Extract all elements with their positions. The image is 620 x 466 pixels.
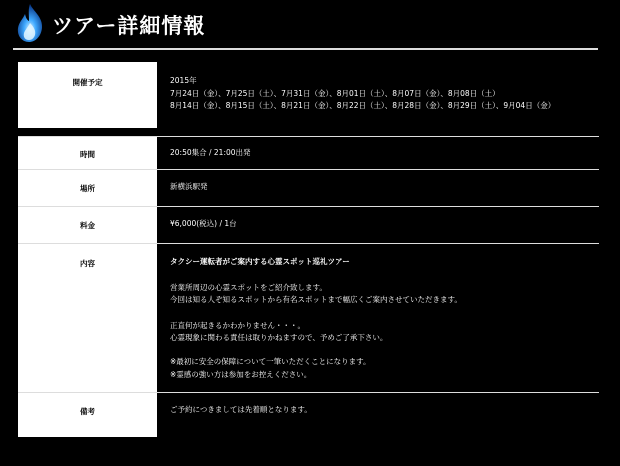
- row-time: [18, 137, 599, 169]
- row-schedule: [18, 62, 599, 128]
- schedule-year: 2015年: [170, 76, 197, 85]
- label-content: 内容: [80, 259, 95, 268]
- label-place: 場所: [80, 184, 95, 193]
- label-price: 料金: [80, 221, 95, 230]
- page-title: ツアー詳細情報: [52, 14, 206, 38]
- content-lead: タクシー運転者がご案内する心霊スポット巡礼ツアー: [170, 257, 350, 266]
- label-remarks: 備考: [80, 407, 95, 416]
- content-paragraph1-line2: 今回は知る人ぞ知るスポットから有名スポットまで幅広くご案内させていただきます。: [170, 295, 462, 305]
- place-value: 新横浜駅発: [170, 182, 208, 191]
- tour-info-table: [18, 62, 599, 437]
- label-schedule: 開催予定: [72, 78, 103, 87]
- price-value: ¥6,000(税込) / 1台: [170, 219, 237, 228]
- row-price: [18, 207, 599, 243]
- schedule-dates-line2: 8月14日（金）、8月15日（土）、8月21日（金）、8月22日（土）、8月28日（金）、8月29日（土）、9月04日（金）: [170, 101, 556, 111]
- row-place: [18, 170, 599, 206]
- schedule-dates-line1: 7月24日（金）、7月25日（土）、7月31日（金）、8月01日（土）、8月07日（金）、8月08日（土）: [170, 88, 500, 98]
- blue-flame-icon: [13, 3, 47, 43]
- content-paragraph2-line2: 心霊現象に関わる責任は取りかねますので、予めご了承下さい。: [170, 333, 388, 343]
- time-value: 20:50集合 / 21:00出発: [170, 148, 251, 157]
- content-paragraph2-line1: 正直何が起きるかわかりません・・・。: [170, 320, 305, 330]
- remarks-value: ご予約につきましては先着順となります。: [170, 405, 312, 414]
- label-time: 時間: [80, 150, 95, 159]
- content-note1: ※最初に安全の保障について一筆いただくことになります。: [170, 356, 371, 366]
- header-divider: [13, 48, 598, 50]
- content-paragraph1-line1: 営業所周辺の心霊スポットをご紹介致します。: [170, 282, 327, 292]
- page-header: [0, 0, 620, 44]
- row-remarks: [18, 393, 599, 437]
- content-note2: ※霊感の強い方は参加をお控えください。: [170, 369, 312, 379]
- row-content: [18, 244, 599, 392]
